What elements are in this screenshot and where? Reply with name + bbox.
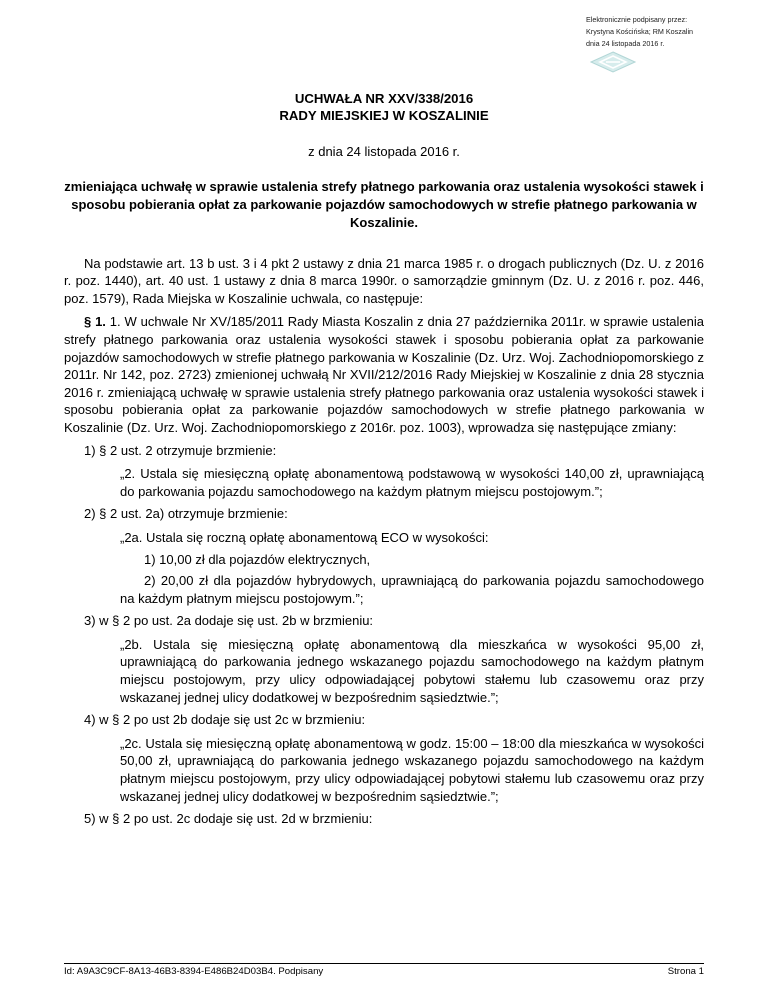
amendment-item-4: 4) w § 2 po ust 2b dodaje się ust 2c w brzmieniu: xyxy=(84,712,366,728)
page-number: Strona 1 xyxy=(667,966,704,977)
amendment-quote-4: „2c. Ustala się miesięczną opłatę abonamentową w godz. 15:00 – 18:00 dla mieszkańca w wysokości 50,00 zł, uprawniającą do parkowania jednego wskazanego pojazdu samochodowego na każdym płatnym miejscu postojowym, przy ulicy odpowiadającej pobytowi stałemu lub czasowemu oraz przy wskazanej jednej ulicy dodatkowej w bezpośrednim sąsiedztwie.”; xyxy=(120,735,704,804)
document-id: Id: A9A3C9CF-8A13-46B3-8394-E486B24D03B4. Podpisany xyxy=(64,966,324,977)
signature-line-3: dnia 24 listopada 2016 r. xyxy=(586,39,665,48)
document-page xyxy=(64,80,704,828)
amendment-item-1: 1) § 2 ust. 2 otrzymuje brzmienie: xyxy=(84,442,277,458)
fee-subitem-1: 1) 10,00 zł dla pojazdów elektrycznych, xyxy=(144,551,371,567)
amendment-item-3: 3) w § 2 po ust. 2a dodaje się ust. 2b w brzmieniu: xyxy=(84,613,374,629)
resolution-subject: zmieniająca uchwałę w sprawie ustalenia strefy płatnego parkowania oraz ustalenia wysokości stawek i sposobu pobierania opłat za parkowanie pojazdów samochodowych w strefie płatnego parkowania w Koszalinie. xyxy=(64,178,704,230)
footer-divider xyxy=(64,963,704,964)
resolution-number: UCHWAŁA NR XXV/338/2016 xyxy=(294,91,474,106)
amendment-quote-1: „2. Ustala się miesięczną opłatę abonamentową podstawową w wysokości 140,00 zł, uprawniającą do parkowania pojazdu samochodowego na każdym płatnym miejscu postojowym.”; xyxy=(120,466,704,499)
council-name: RADY MIEJSKIEJ W KOSZALINIE xyxy=(279,108,489,123)
section-1-label: § 1. xyxy=(84,314,106,330)
signature-line-1: Elektronicznie podpisany przez: xyxy=(586,15,688,24)
e-signature-block xyxy=(586,14,693,50)
amendment-item-5: 5) w § 2 po ust. 2c dodaje się ust. 2d w brzmieniu: xyxy=(84,811,373,827)
amendment-quote-3: „2b. Ustala się miesięczną opłatę abonamentową dla mieszkańca w wysokości 95,00 zł, uprawniającą do parkowania jednego wskazanego pojazdu samochodowego na każdym płatnym miejscu postojowym, przy ulicy odpowiadającej pobytowi stałemu lub czasowemu oraz przy wskazanej jednej ulicy dodatkowej w bezpośrednim sąsiedztwie.”; xyxy=(120,636,704,705)
fee-subitem-2: 2) 20,00 zł dla pojazdów hybrydowych, uprawniającą do parkowania pojazdu samochodowego na każdym płatnym miejscu postojowym.”; xyxy=(120,573,704,606)
amendment-quote-2: „2a. Ustala się roczną opłatę abonamentową ECO w wysokości: xyxy=(120,529,489,545)
legal-basis-paragraph: Na podstawie art. 13 b ust. 3 i 4 pkt 2 ustawy z dnia 21 marca 1985 r. o drogach publicznych (Dz. U. z 2016 r. poz. 1440), art. 40 ust. 1 ustawy z dnia 8 marca 1990r. o samorządzie gminnym (Dz. U. z 2016 r. poz. 446, poz. 1579), Rada Miejska w Koszalinie uchwala, co następuje: xyxy=(64,255,704,306)
signature-stamp-icon xyxy=(590,51,636,73)
section-1-text: 1. W uchwale Nr XV/185/2011 Rady Miasta Koszalin z dnia 27 października 2011r. w sprawie ustalenia strefy płatnego parkowania oraz ustalenia wysokości stawek i sposobu pobierania opłat za parkowanie pojazdów samochodowych w strefie płatnego parkowania w Koszalinie (Dz. Urz. Woj. Zachodniopomorskiego z 2011r. Nr 142, poz. 2723) zmienionej uchwałą Nr XVII/212/2016 Rady Miejskiej w Koszalinie z dnia 28 stycznia 2016 r. zmieniającą uchwałę w sprawie ustalenia strefy płatnego parkowania oraz ustalenia wysokości stawek i sposobu pobierania opłat za parkowanie pojazdów samochodowych w strefie płatnego parkowania w Koszalinie (Dz. Urz. Woj. Zachodniopomorskiego z 2016r. poz. 1003), wprowadza się następujące zmiany: xyxy=(64,314,704,435)
section-1-paragraph xyxy=(64,313,704,436)
resolution-date: z dnia 24 listopada 2016 r. xyxy=(308,144,460,159)
signature-line-2: Krystyna Kościńska; RM Koszalin xyxy=(586,27,694,36)
amendment-item-2: 2) § 2 ust. 2a) otrzymuje brzmienie: xyxy=(84,506,288,522)
